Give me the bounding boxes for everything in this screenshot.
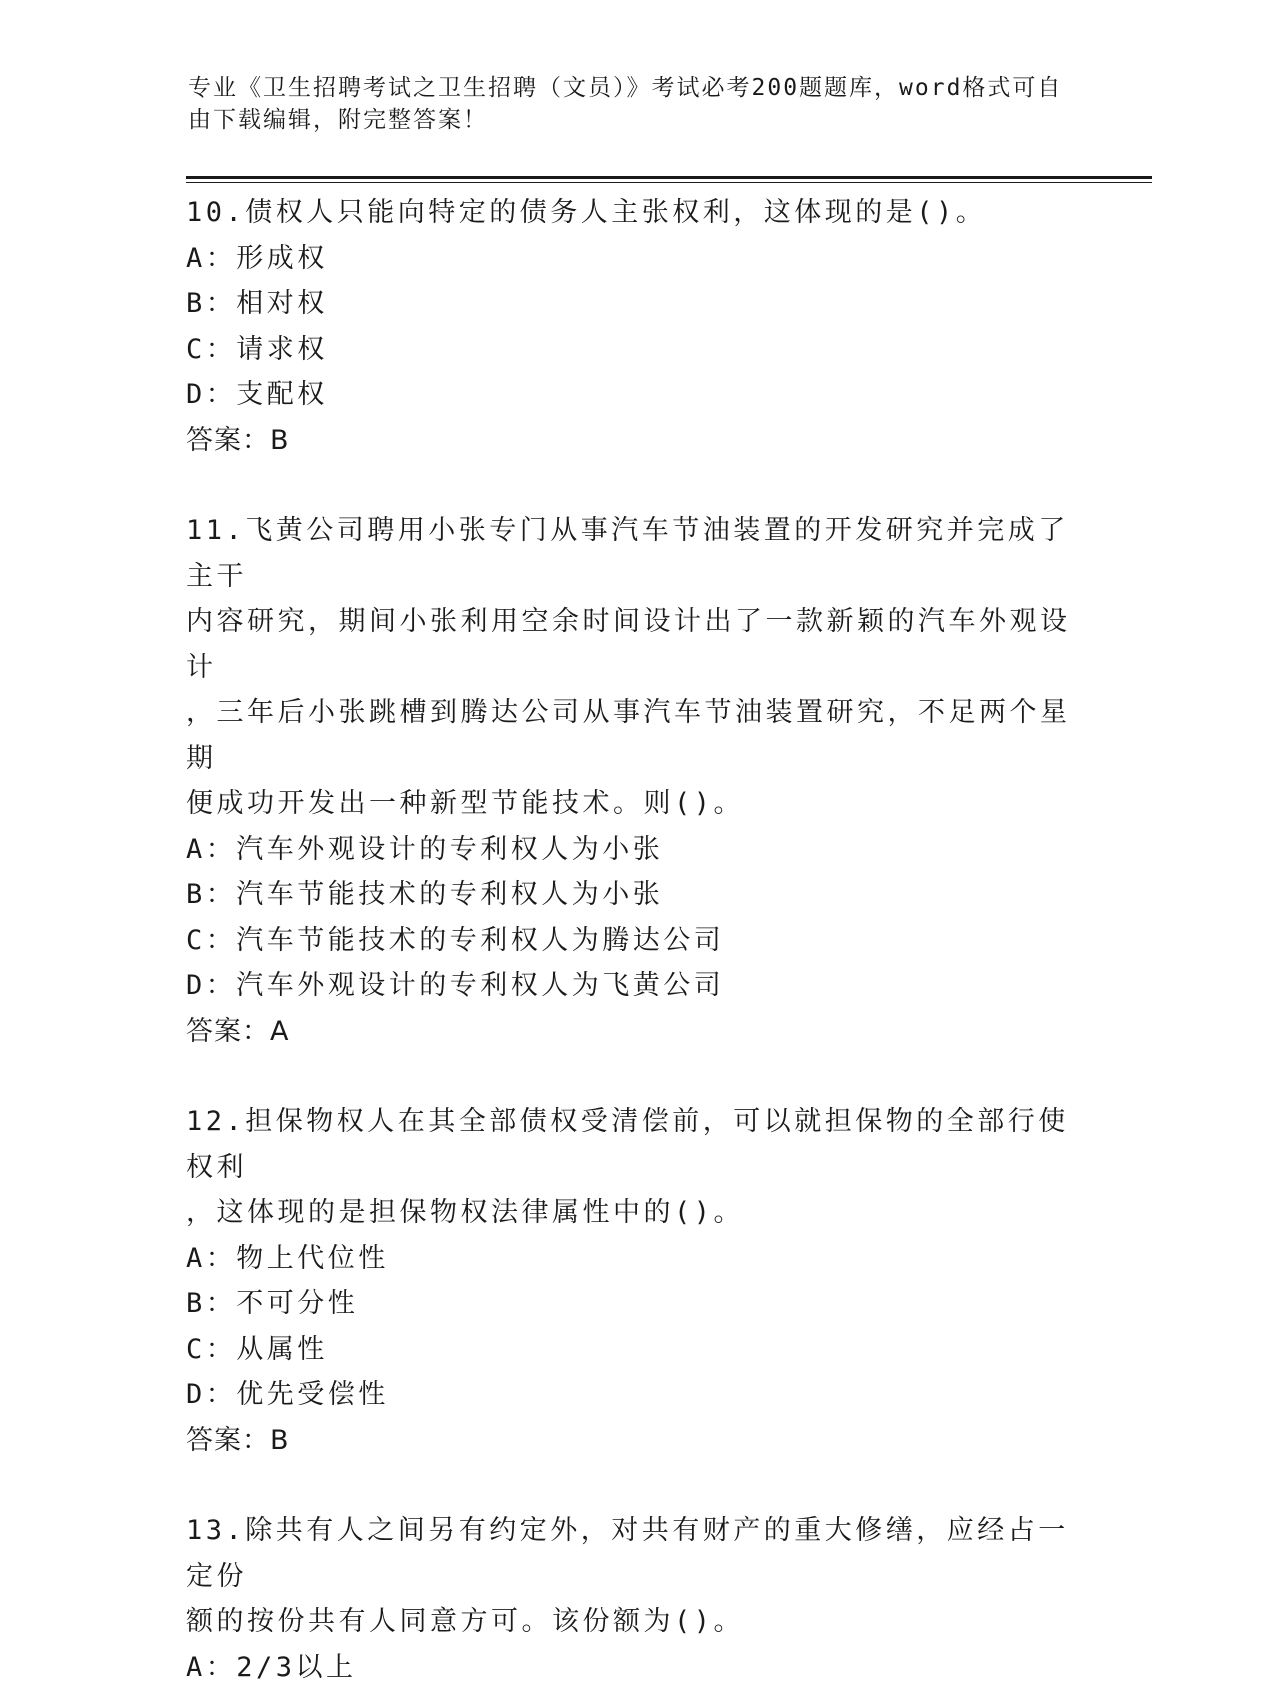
question-stem-line: ，这体现的是担保物权法律属性中的()。 xyxy=(186,1190,1086,1236)
option-d: D：支配权 xyxy=(186,372,1086,418)
header-line-1: 专业《卫生招聘考试之卫生招聘（文员）》考试必考200题题库，word格式可自 xyxy=(188,72,1068,104)
option-a: A：2/3以上 xyxy=(186,1645,1086,1690)
option-b: B：不可分性 xyxy=(186,1281,1086,1327)
question-stem-line: 13.除共有人之间另有约定外，对共有财产的重大修缮，应经占一定份 xyxy=(186,1508,1086,1599)
option-a: A：汽车外观设计的专利权人为小张 xyxy=(186,827,1086,873)
question-stem-line: 便成功开发出一种新型节能技术。则()。 xyxy=(186,781,1086,827)
question-stem-line: 11.飞黄公司聘用小张专门从事汽车节油装置的开发研究并完成了主干 xyxy=(186,508,1086,599)
option-c: C：汽车节能技术的专利权人为腾达公司 xyxy=(186,918,1086,964)
question-10 xyxy=(186,190,1086,463)
header-divider-thin xyxy=(186,182,1152,183)
question-12 xyxy=(186,1099,1086,1463)
question-stem-line: ，三年后小张跳槽到腾达公司从事汽车节油装置研究，不足两个星期 xyxy=(186,690,1086,781)
option-b: B：汽车节能技术的专利权人为小张 xyxy=(186,872,1086,918)
option-d: D：汽车外观设计的专利权人为飞黄公司 xyxy=(186,963,1086,1009)
option-a: A：形成权 xyxy=(186,236,1086,282)
question-spacer xyxy=(186,1054,1086,1099)
question-11 xyxy=(186,508,1086,1054)
option-a: A：物上代位性 xyxy=(186,1236,1086,1282)
question-stem-line: 额的按份共有人同意方可。该份额为()。 xyxy=(186,1599,1086,1645)
question-stem-line: 10.债权人只能向特定的债务人主张权利，这体现的是()。 xyxy=(186,190,1086,236)
question-stem-line: 12.担保物权人在其全部债权受清偿前，可以就担保物的全部行使权利 xyxy=(186,1099,1086,1190)
question-spacer xyxy=(186,1463,1086,1508)
answer-line: 答案：A xyxy=(186,1009,1086,1055)
answer-line: 答案：B xyxy=(186,1418,1086,1464)
option-d: D：优先受偿性 xyxy=(186,1372,1086,1418)
question-13 xyxy=(186,1508,1086,1690)
question-list xyxy=(186,190,1086,1690)
header-line-2: 由下载编辑，附完整答案！ xyxy=(188,104,1068,136)
option-c: C：请求权 xyxy=(186,327,1086,373)
option-b: B：相对权 xyxy=(186,281,1086,327)
answer-line: 答案：B xyxy=(186,418,1086,464)
document-header xyxy=(188,72,1068,136)
option-c: C：从属性 xyxy=(186,1327,1086,1373)
header-divider-thick xyxy=(186,176,1152,179)
question-stem-line: 内容研究，期间小张利用空余时间设计出了一款新颖的汽车外观设计 xyxy=(186,599,1086,690)
question-spacer xyxy=(186,463,1086,508)
